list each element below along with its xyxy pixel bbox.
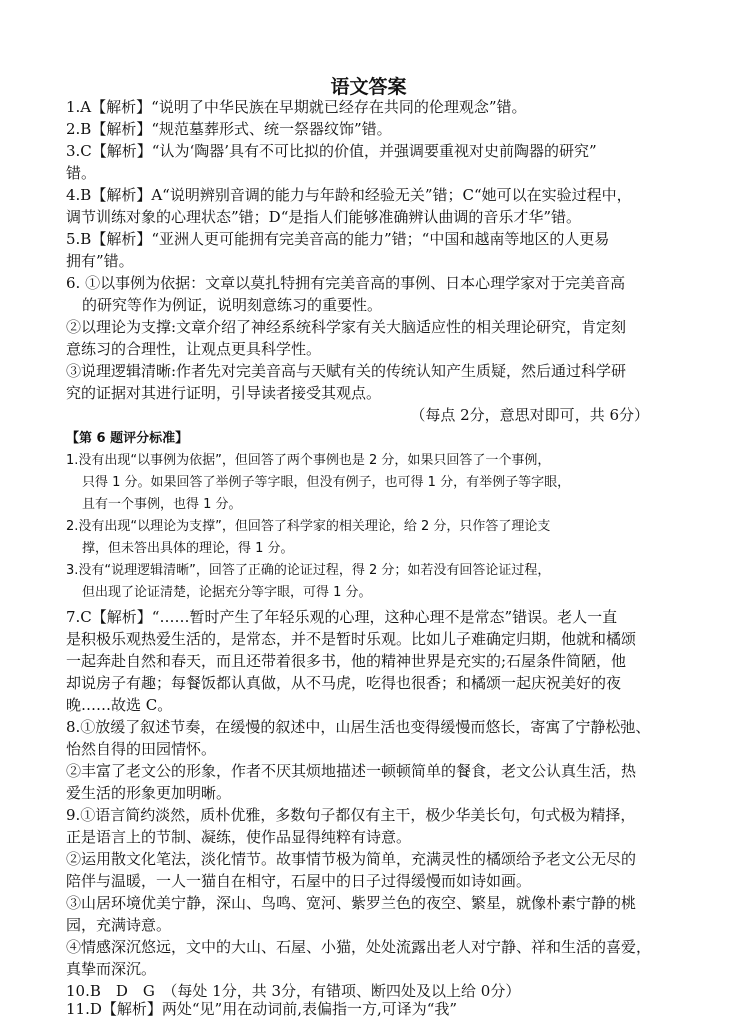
scoring-line: 且有一个事例，也得 1 分。: [82, 497, 242, 512]
answer-line: ④情感深沉悠远，文中的大山、石屋、小猫，处处流露出老人对宁静、祥和生活的喜爱，: [66, 938, 652, 956]
answer-line: 2.B【解析】“规范墓葬形式、统一祭器纹饰”错。: [66, 120, 392, 138]
scoring-line: 但出现了论证清楚，论据充分等字眼，可得 1 分。: [82, 585, 372, 600]
scoring-line: 3.没有“说理逻辑清晰”，回答了正确的论证过程，得 2 分；如若没有回答论证过程，: [66, 563, 551, 578]
answer-line: 6. ①以事例为依据：文章以莫扎特拥有完美音高的事例、日本心理学家对于完美音高: [66, 274, 626, 292]
answer-line: 拥有”错。: [66, 252, 134, 270]
answer-line: 的研究等作为例证，说明刻意练习的重要性。: [82, 296, 383, 314]
scoring-line: 只得 1 分。如果回答了举例子等字眼，但没有例子，也可得 1 分，有举例子等字眼，: [82, 475, 571, 490]
scoring-standard-heading: 【第 6 题评分标准】: [66, 431, 189, 446]
answer-line: 爱生活的形象更加明晰。: [66, 784, 232, 802]
answer-line: 调节训练对象的心理状态”错；D“是指人们能够准确辨认曲调的音乐才华”错。: [66, 208, 582, 226]
answer-line: ③说理逻辑清晰:作者先对完美音高与天赋有关的传统认知产生质疑，然后通过科学研: [66, 362, 627, 380]
page-title: 语文答案: [330, 76, 407, 98]
scoring-line: 撑，但未答出具体的理论，得 1 分。: [82, 541, 294, 556]
score-note: （每点 2分，意思对即可，共 6分）: [410, 406, 649, 424]
scoring-line: 2.没有出现“以理论为支撑”，但回答了科学家的相关理论，给 2 分，只作答了理论支: [66, 519, 551, 534]
answer-line: 园，充满诗意。: [66, 916, 172, 934]
answer-line: 晚……故选 C。: [66, 696, 173, 714]
answer-line: 1.A【解析】“说明了中华民族在早期就已经存在共同的伦理观念”错。: [66, 98, 527, 116]
answer-line: 正是语言上的节制、凝练，使作品显得纯粹有诗意。: [66, 828, 412, 846]
answer-line: 8.①放缓了叙述节奏，在缓慢的叙述中，山居生活也变得缓慢而悠长，寄寓了宁静松弛、: [66, 718, 651, 736]
answer-line: 11.D【解析】两处“见”用在动词前,表偏指一方,可译为“我”: [66, 1000, 458, 1018]
answer-line: 10.B D G （每处 1分，共 3分，有错项、断四处及以上给 0分）: [66, 982, 521, 1000]
answer-line: 9.①语言简约淡然，质朴优雅，多数句子都仅有主干，极少华美长句，句式极为精择，: [66, 806, 636, 824]
answer-line: 5.B【解析】“亚洲人更可能拥有完美音高的能力”错；“中国和越南等地区的人更易: [66, 230, 610, 248]
answer-line: 7.C【解析】“……暂时产生了年轻乐观的心理，这种心理不是常态”错误。老人一直: [66, 608, 618, 626]
answer-line: 怡然自得的田园情怀。: [66, 740, 217, 758]
answer-line: 是积极乐观热爱生活的，是常态，并不是暂时乐观。比如儿子难确定归期，他就和橘颂: [66, 630, 637, 648]
answer-line: ②运用散文化笔法，淡化情节。故事情节极为简单，充满灵性的橘颂给予老文公无尽的: [66, 850, 637, 868]
answer-line: ②以理论为支撑:文章介绍了神经系统科学家有关大脑适应性的相关理论研究，肯定刻: [66, 318, 627, 336]
answer-line: 却说房子有趣；每餐饭都认真做，从不马虎，吃得也很香；和橘颂一起庆祝美好的夜: [66, 674, 622, 692]
answer-line: ③山居环境优美宁静，深山、鸟鸣、宽河、紫罗兰色的夜空、繁星，就像朴素宁静的桃: [66, 894, 637, 912]
answer-line: 4.B【解析】A“说明辨别音调的能力与年龄和经验无关”错；C“她可以在实验过程中，: [66, 186, 632, 204]
answer-line: 陪伴与温暖，一人一猫自在相守，石屋中的日子过得缓慢而如诗如画。: [66, 872, 532, 890]
answer-line: 究的证据对其进行证明，引导读者接受其观点。: [66, 384, 382, 402]
answer-line: ②丰富了老文公的形象，作者不厌其烦地描述一顿顿简单的餐食，老文公认真生活，热: [66, 762, 637, 780]
answer-line: 真挚而深沉。: [66, 960, 157, 978]
answer-line: 3.C【解析】“认为‘陶器’具有不可比拟的价值，并强调要重视对史前陶器的研究”: [66, 142, 597, 160]
answer-line: 一起奔赴自然和春天，而且还带着很多书，他的精神世界是充实的;石屋条件简陋，他: [66, 652, 627, 670]
answer-line: 意练习的合理性，让观点更具科学性。: [66, 340, 322, 358]
answer-line: 错。: [66, 164, 97, 182]
scoring-line: 1.没有出现“以事例为依据”，但回答了两个事例也是 2 分，如果只回答了一个事例，: [66, 453, 551, 468]
